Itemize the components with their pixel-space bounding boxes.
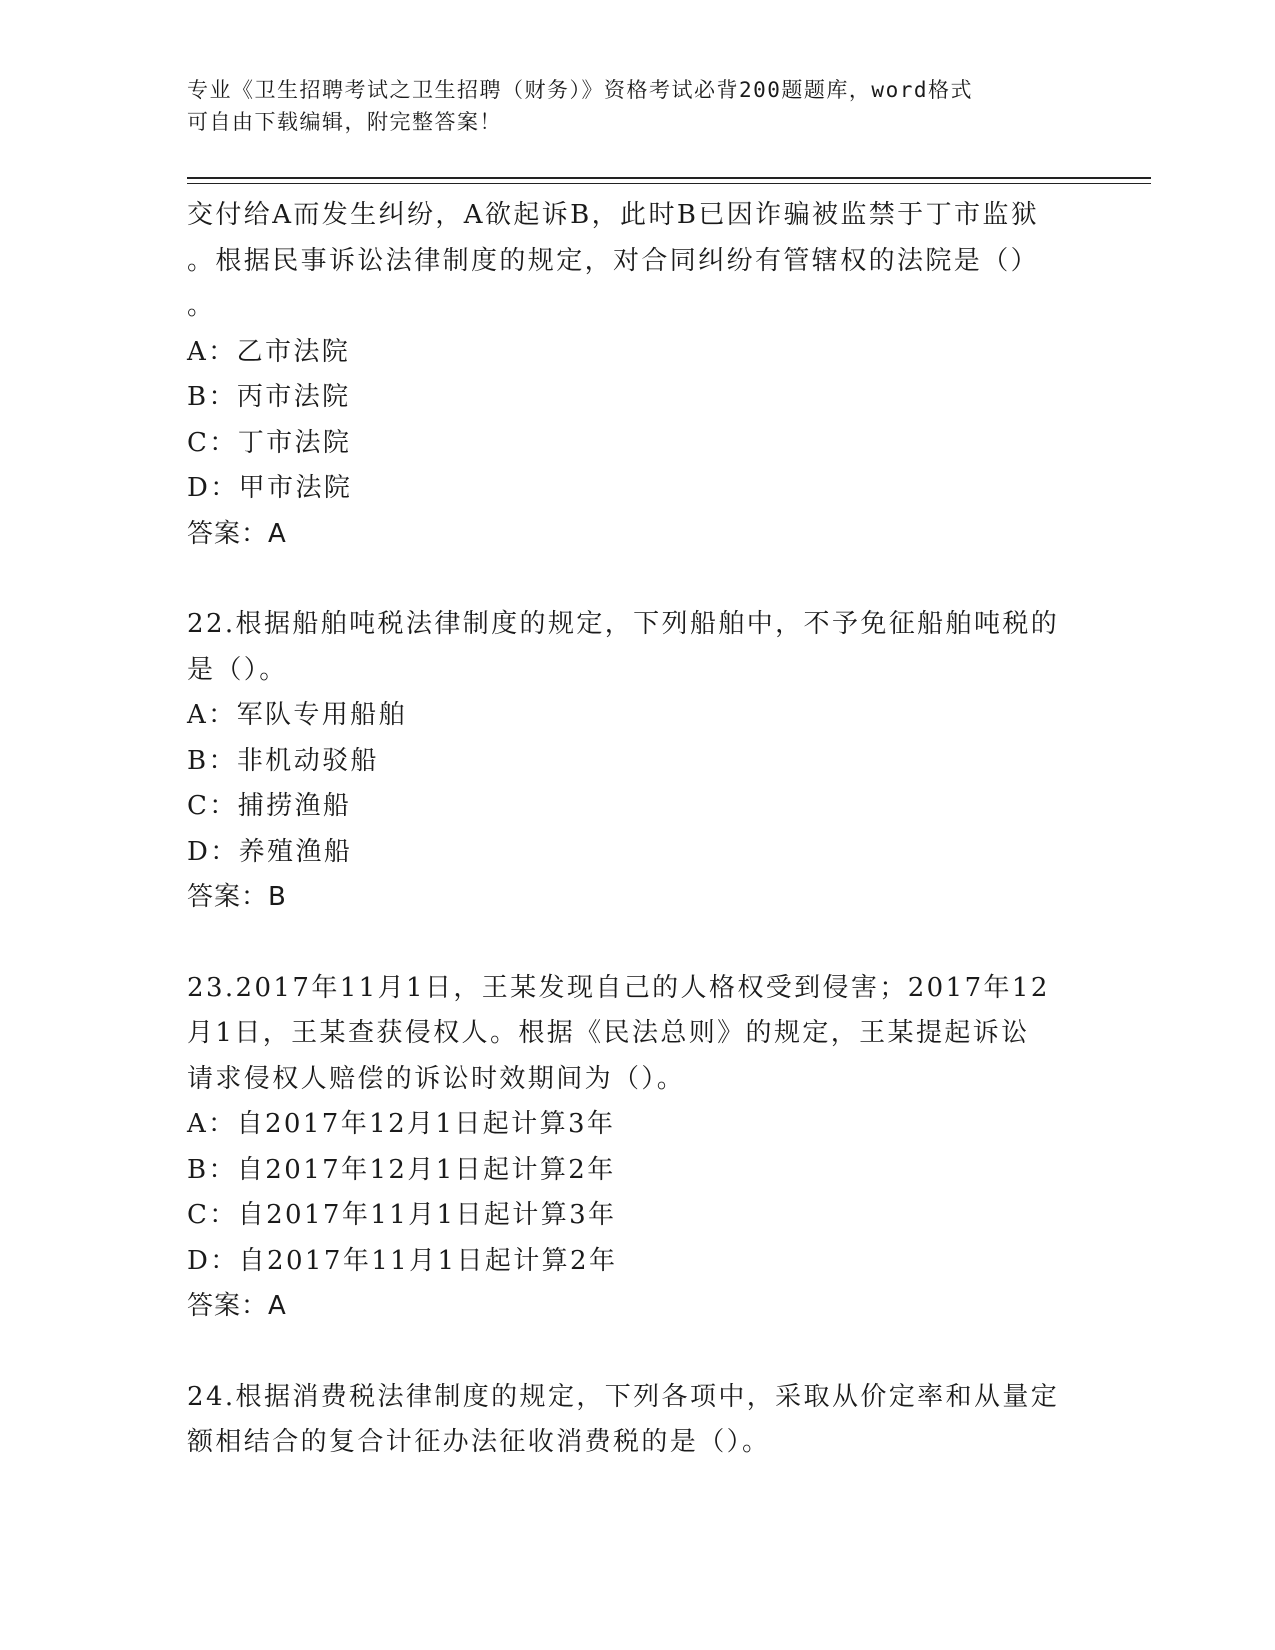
answer-line: 答案：B <box>187 882 287 912</box>
question-24 <box>187 1375 1087 1466</box>
question-text-line: 23.2017年11月1日，王某发现自己的人格权受到侵害；2017年12 <box>187 972 1050 1003</box>
option-d: D：养殖渔船 <box>187 836 353 867</box>
question-text-line: 月1日，王某查获侵权人。根据《民法总则》的规定，王某提起诉讼 <box>187 1018 1030 1048</box>
question-text-line: 额相结合的复合计征办法征收消费税的是（）。 <box>187 1427 771 1457</box>
header-rule-thin <box>187 183 1151 184</box>
option-a: A：乙市法院 <box>187 336 351 367</box>
question-text-line: 。根据民事诉讼法律制度的规定，对合同纠纷有管辖权的法院是（） <box>187 245 1040 276</box>
question-text-line: 。 <box>187 291 216 321</box>
option-d: D：甲市法院 <box>187 473 353 503</box>
header-line-2: 可自由下载编辑，附完整答案！ <box>187 110 502 134</box>
option-a: A：自2017年12月1日起计算3年 <box>187 1109 616 1139</box>
document-header <box>187 74 1067 138</box>
option-b: B：非机动驳船 <box>187 745 379 776</box>
question-text-line: 请求侵权人赔偿的诉讼时效期间为（）。 <box>187 1063 686 1094</box>
answer-line: 答案：A <box>187 1291 287 1321</box>
option-c: C：丁市法院 <box>187 427 352 458</box>
question-content <box>187 193 1087 1466</box>
option-c: C：自2017年11月1日起计算3年 <box>187 1200 617 1230</box>
question-text-line: 交付给A而发生纠纷，A欲起诉B，此时B已因诈骗被监禁于丁市监狱 <box>187 200 1040 230</box>
question-text-line: 是（）。 <box>187 654 288 685</box>
option-b: B：丙市法院 <box>187 382 351 412</box>
question-22 <box>187 602 1087 921</box>
option-b: B：自2017年12月1日起计算2年 <box>187 1154 616 1185</box>
option-c: C：捕捞渔船 <box>187 791 352 821</box>
header-line-1: 专业《卫生招聘考试之卫生招聘（财务）》资格考试必背200题题库，word格式 <box>187 78 973 102</box>
question-23 <box>187 966 1087 1330</box>
question-21 <box>187 193 1087 557</box>
question-text-line: 24.根据消费税法律制度的规定，下列各项中，采取从价定率和从量定 <box>187 1381 1060 1412</box>
header-rule-thick <box>187 177 1151 179</box>
question-text-line: 22.根据船舶吨税法律制度的规定，下列船舶中，不予免征船舶吨税的 <box>187 609 1060 639</box>
option-d: D：自2017年11月1日起计算2年 <box>187 1245 618 1276</box>
option-a: A：军队专用船舶 <box>187 700 407 730</box>
answer-line: 答案：A <box>187 518 287 549</box>
